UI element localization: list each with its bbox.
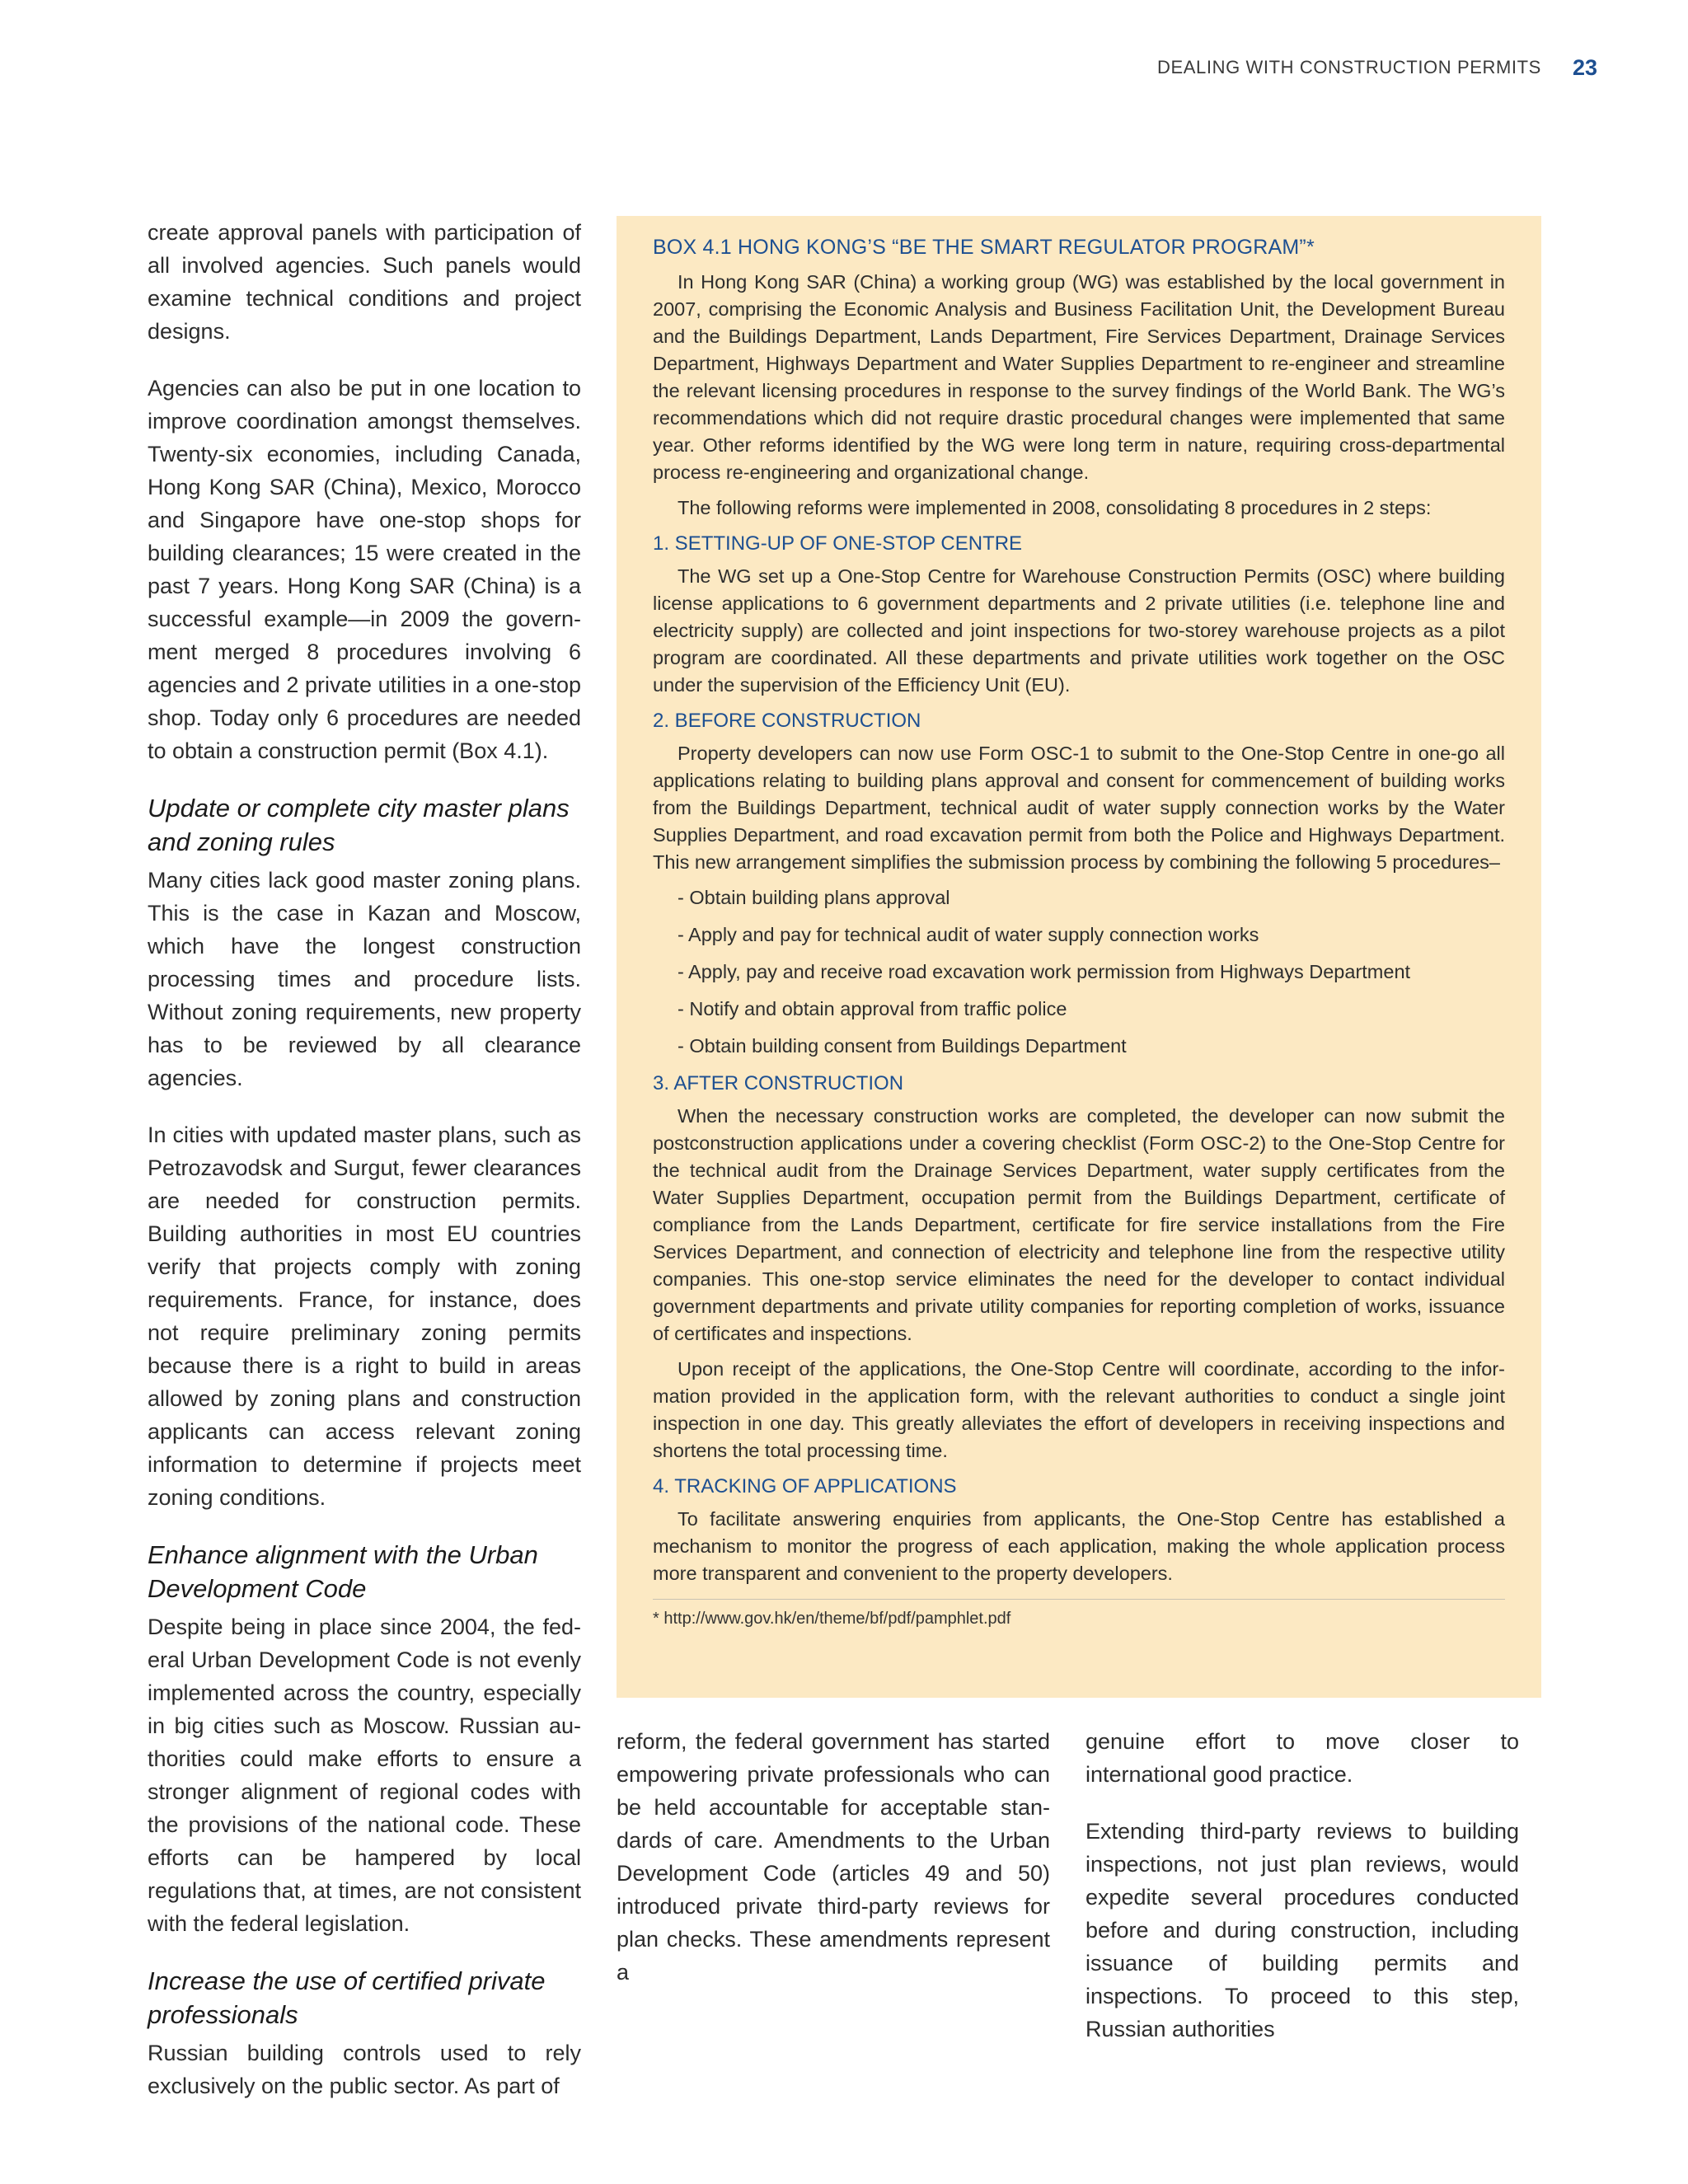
section-heading: Enhance alignment with the Urban Development Code	[148, 1540, 538, 1603]
paragraph: create approval panels with participation of all involved agencies. Such panels would examine technical conditions and project designs.	[148, 220, 581, 344]
section-heading: Increase the use of certified private professionals	[148, 1966, 546, 2029]
page-header	[989, 51, 1597, 84]
box-subheading: 1. SETTING-UP OF ONE-STOP CENTRE	[653, 532, 1023, 555]
running-title: DEALING WITH CONSTRUCTION PERMITS	[1157, 57, 1541, 77]
box-paragraph: In Hong Kong SAR (China) a working group (WG) was established by the local government in 2007, comprising the Economic Analysis and Business Facilitation Unit, the Development Bureau and the Buildings Department, Lands Department, Fire Services Department, Drainage Services Department, Highways Department and Water Supplies Department to re-engineer and streamline the relevant licensing procedures in response to the survey findings of the World Bank. The WG’s recommendations which did not require drastic procedural changes were implemented that same year. Other reforms identified by the WG were long term in nature, requiring cross-departmental process re-engineering and organizational change.	[653, 271, 1505, 483]
box-paragraph: To facilitate answering enquiries from applicants, the One-Stop Centre has established a mechanism to monitor the progress of each application, making the whole application process more transparent and convenient to the property developers.	[653, 1508, 1505, 1584]
box-paragraph: The WG set up a One-Stop Centre for Warehouse Construction Permits (OSC) where building license applications to 6 government departments and 2 private utilities (i.e. telephone line and electricity supply) are collected and joint inspections for two-storey warehouse projects as a pilot program are coordinated. All these departments and private utilities work together on the OSC under the supervision of the Efficiency Unit (EU).	[653, 565, 1505, 696]
paragraph: Extending third-party reviews to building inspections, not just plan reviews, would expedite several procedures conducted before and during construction, including issuance of building permits and inspections. To proceed to this step, Russian authorities	[1085, 1819, 1519, 2041]
paragraph: Russian building controls used to rely exclusively on the public sector. As part of	[148, 2041, 581, 2098]
box-paragraph: When the necessary construction works are completed, the developer can now submit the postconstruction applications under a covering checklist (Form OSC-2) to the One-Stop Centre for the technical audit from the Drainage Services Department, water supply certificates from the Water Supplies Department, occupation permit from the Buildings Department, certificate of compliance from the Lands Department, certificate for fire service installations from the Fire Services Department, and connection of electricity and telephone line from the respective utility companies. This one-stop service eliminates the need for the developer to contact individual government departments and private utility companies for reporting completion of works, issuance of certificates and inspections.	[653, 1105, 1505, 1344]
box-subheading: 4. TRACKING OF APPLICATIONS	[653, 1475, 957, 1497]
section-heading: Update or complete city master plans and zoning rules	[148, 794, 570, 856]
middle-column	[617, 1725, 1050, 2013]
list-item: - Apply, pay and receive road excavation work permission from Highways Department	[678, 961, 1411, 982]
page-number: 23	[1572, 54, 1597, 80]
box-footnote: * http://www.gov.hk/en/theme/bf/pdf/pamphlet.pdf	[653, 1610, 1011, 1628]
paragraph: In cities with updated master plans, such as Petrozavodsk and Surgut, fewer clearances are needed for construction permits. Building authorities in most EU countries verify that projects comply with zoning requirements. France, for instance, does not require preliminary zoning permits because there is a right to build in areas allowed by zoning plans and construction applicants can access relevant zoning information to determine if projects meet zoning conditions.	[148, 1122, 581, 1510]
paragraph: Despite being in place since 2004, the federal Urban Development Code is not evenly implemented across the country, especially in big cities such as Moscow. Russian authorities could make efforts to ensure a stronger alignment of regional codes with the provisions of the national code. These efforts can be hampered by local regulations that, at times, are not consistent with the federal legislation.	[148, 1615, 581, 1936]
box-subheading: 2. BEFORE CONSTRUCTION	[653, 710, 921, 732]
list-item: - Notify and obtain approval from traffic police	[678, 998, 1067, 1019]
box-4-1	[617, 216, 1541, 1698]
left-column	[148, 216, 581, 2126]
paragraph: Agencies can also be put in one location to improve coordination amongst themselves. Twenty-six economies, including Canada, Hong Kong SAR (China), Mexico, Morocco and Singapore have one-stop shops for building clearances; 15 were created in the past 7 years. Hong Kong SAR (China) is a successful example—in 2009 the government merged 8 procedures involving 6 agencies and 2 private utilities in a one-stop shop. Today only 6 procedures are needed to obtain a construction permit (Box 4.1).	[148, 376, 581, 763]
box-paragraph: Property developers can now use Form OSC-1 to submit to the One-Stop Centre in one-go all applications relating to building plans approval and consent for commencement of building works from the Buildings Department, technical audit of water supply connection works by the Water Supplies Department, and road excavation permit from both the Police and Highways Department. This new arrangement simplifies the submission process by combining the following 5 procedures–	[653, 743, 1505, 873]
paragraph: genuine effort to move closer to international good practice.	[1085, 1729, 1519, 1787]
paragraph: Many cities lack good master zoning plans. This is the case in Kazan and Moscow, which have the longest construction processing times and procedure lists. Without zoning requirements, new property has to be reviewed by all clearance agencies.	[148, 868, 581, 1090]
paragraph: reform, the federal government has started empowering private professionals who can be held accountable for acceptable standards of care. Amendments to the Urban Development Code (articles 49 and 50) introduced private third-party reviews for plan checks. These amendments represent a	[617, 1729, 1050, 1985]
list-item: - Apply and pay for technical audit of water supply connection works	[678, 924, 1259, 945]
list-item: - Obtain building plans approval	[678, 887, 950, 908]
box-paragraph: The following reforms were implemented in 2008, consolidating 8 procedures in 2 steps:	[678, 497, 1432, 518]
box-paragraph: Upon receipt of the applications, the One-Stop Centre will coordinate, according to the information provided in the application form, with the relevant authorities to conduct a single joint inspection in one day. This greatly alleviates the effort of developers in receiving inspections and shortens the total processing time.	[653, 1358, 1505, 1461]
right-column	[1085, 1725, 1519, 2069]
box-subheading: 3. AFTER CONSTRUCTION	[653, 1072, 904, 1094]
footnote-divider	[653, 1599, 1505, 1600]
procedure-list	[653, 884, 1505, 1060]
box-title: BOX 4.1 HONG KONG’S “BE THE SMART REGULATOR PROGRAM”*	[653, 236, 1315, 259]
list-item: - Obtain building consent from Buildings Department	[678, 1035, 1127, 1057]
